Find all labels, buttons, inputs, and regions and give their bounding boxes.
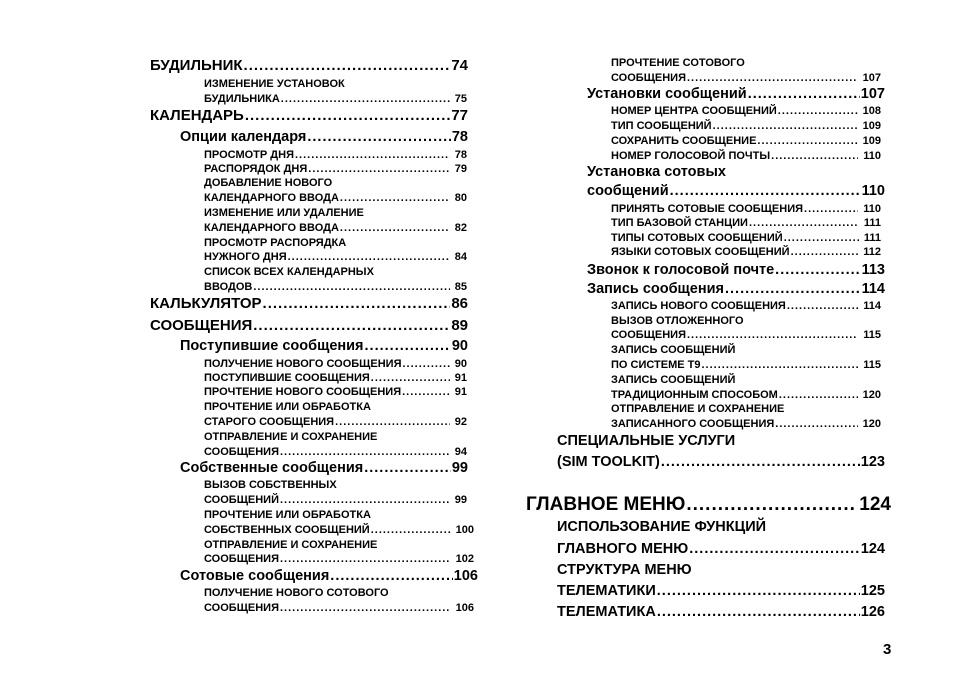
- toc-entry-title-line: ДОБАВЛЕНИЕ НОВОГО: [204, 177, 333, 189]
- toc-entry-page: 107: [862, 72, 881, 84]
- toc-entry-page: 85: [454, 281, 467, 293]
- dot-leader: [371, 524, 451, 536]
- toc-entry-right-1[interactable]: [587, 86, 885, 102]
- toc-entry-page: 78: [451, 129, 468, 145]
- toc-entry-left-14[interactable]: [204, 372, 467, 384]
- toc-entry-title: ГЛАВНОЕ МЕНЮ: [526, 494, 686, 515]
- toc-entry-page: 113: [861, 262, 885, 278]
- toc-entry-left-12[interactable]: [180, 338, 468, 354]
- toc-entry-page: 106: [455, 602, 474, 614]
- toc-entry-title-line: ОТПРАВЛЕНИЕ И СОХРАНЕНИЕ: [204, 431, 378, 443]
- toc-entry-left-9[interactable]: [204, 281, 467, 293]
- toc-entry-page: 78: [454, 149, 467, 161]
- toc-entry-title: сообщений: [587, 183, 669, 199]
- toc-entry-right-11[interactable]: [587, 262, 885, 278]
- toc-entry-page: 90: [451, 338, 468, 354]
- toc-entry-right-14[interactable]: [611, 329, 881, 341]
- toc-entry-title: ВВОДОВ: [204, 281, 253, 293]
- toc-entry-title-line: ПРОЧТЕНИЕ ИЛИ ОБРАБОТКА: [204, 401, 371, 413]
- dot-leader: [253, 317, 450, 334]
- toc-entry-right-19[interactable]: [526, 494, 891, 516]
- dot-leader: [687, 329, 858, 341]
- dot-leader: [330, 568, 453, 584]
- toc-entry-title: НУЖНОГО ДНЯ: [204, 251, 287, 263]
- dot-leader: [661, 454, 860, 470]
- toc-entry-title: Установки сообщений: [587, 86, 747, 102]
- toc-entry-title-line: ОТПРАВЛЕНИЕ И СОХРАНЕНИЕ: [204, 539, 378, 551]
- dot-leader: [371, 372, 450, 384]
- toc-entry-left-17[interactable]: [204, 446, 467, 458]
- dot-leader: [775, 262, 860, 278]
- dot-leader: [775, 418, 857, 430]
- toc-entry-page: 109: [862, 135, 881, 147]
- toc-entry-title: ПО СИСТЕМЕ Т9: [611, 359, 701, 371]
- toc-entry-page: 125: [860, 583, 885, 599]
- toc-entry-page: 99: [451, 460, 468, 476]
- toc-entry-right-6[interactable]: [587, 183, 885, 199]
- toc-entry-title-line: ЗАПИСЬ СООБЩЕНИЙ: [611, 374, 736, 386]
- dot-leader: [402, 386, 450, 398]
- toc-entry-page: 91: [454, 386, 467, 398]
- toc-entry-page: 110: [863, 203, 881, 215]
- toc-entry-title: ПРОЧТЕНИЕ НОВОГО СООБЩЕНИЯ: [204, 386, 402, 398]
- toc-entry-left-19[interactable]: [204, 494, 467, 506]
- dot-leader: [657, 583, 860, 599]
- toc-entry-title-line: ВЫЗОВ СОБСТВЕННЫХ: [204, 479, 337, 491]
- dot-leader: [725, 281, 861, 297]
- dot-leader: [364, 460, 451, 476]
- toc-entry-title: Поступившие сообщения: [180, 338, 364, 354]
- toc-entry-left-1[interactable]: [204, 93, 467, 105]
- toc-entry-left-3[interactable]: [180, 129, 468, 145]
- toc-entry-page: 75: [454, 93, 467, 105]
- toc-entry-title: ЯЗЫКИ СОТОВЫХ СООБЩЕНИЙ: [611, 246, 790, 258]
- toc-entry-page: 124: [859, 494, 891, 515]
- toc-entry-title-line: ЗАПИСЬ СООБЩЕНИЙ: [611, 344, 736, 356]
- toc-entry-page: 124: [860, 541, 885, 557]
- dot-leader: [245, 107, 450, 124]
- toc-entry-title: СООБЩЕНИЯ: [611, 72, 686, 84]
- toc-entry-right-3[interactable]: [611, 120, 881, 132]
- dot-leader: [307, 129, 450, 145]
- toc-entry-title-line: СТРУКТУРА МЕНЮ: [557, 562, 692, 578]
- toc-entry-title-line: СПЕЦИАЛЬНЫЕ УСЛУГИ: [557, 433, 736, 449]
- toc-entry-title-line: ВЫЗОВ ОТЛОЖЕННОГО: [611, 315, 744, 327]
- toc-entry-page: 106: [453, 568, 478, 584]
- toc-entry-page: 77: [451, 107, 468, 124]
- toc-entry-page: 120: [862, 418, 881, 430]
- toc-entry-left-15[interactable]: [204, 386, 467, 398]
- toc-entry-title: ПРОСМОТР ДНЯ: [204, 149, 294, 161]
- toc-entry-title: Звонок к голосовой почте: [587, 262, 775, 278]
- toc-entry-title-line: ИЗМЕНЕНИЕ УСТАНОВОК: [204, 78, 345, 90]
- toc-entry-title: ЗАПИСАННОГО СООБЩЕНИЯ: [611, 418, 775, 430]
- toc-entry-right-5[interactable]: [611, 150, 881, 162]
- toc-entry-title: ТЕЛЕМАТИКИ: [557, 583, 656, 599]
- toc-entry-title: Опции календаря: [180, 129, 307, 145]
- dot-leader: [689, 541, 860, 557]
- dot-leader: [757, 135, 857, 147]
- toc-entry-title: СОХРАНИТЬ СООБЩЕНИЕ: [611, 135, 757, 147]
- toc-entry-title: СООБЩЕНИЯ: [204, 553, 279, 565]
- dot-leader: [778, 105, 858, 117]
- dot-leader: [748, 86, 860, 102]
- toc-entry-title: БУДИЛЬНИК: [150, 57, 243, 74]
- toc-entry-right-2[interactable]: [611, 105, 881, 117]
- dot-leader: [702, 359, 859, 371]
- dot-leader: [657, 604, 860, 620]
- toc-entry-left-21[interactable]: [204, 553, 474, 565]
- toc-entry-page: 110: [863, 150, 881, 162]
- dot-leader: [686, 494, 854, 516]
- dot-leader: [687, 72, 858, 84]
- toc-entry-page: 91: [454, 372, 467, 384]
- toc-entry-title-line: ПРОЧТЕНИЕ ИЛИ ОБРАБОТКА: [204, 509, 371, 521]
- dot-leader: [253, 281, 449, 293]
- toc-entry-title: ЗАПИСЬ НОВОГО СООБЩЕНИЯ: [611, 300, 786, 312]
- toc-entry-page: 84: [454, 251, 467, 263]
- toc-entry-page: 94: [454, 446, 467, 458]
- toc-entry-left-4[interactable]: [204, 149, 467, 161]
- toc-entry-left-23[interactable]: [204, 602, 474, 614]
- toc-entry-title: Запись сообщения: [587, 281, 724, 297]
- toc-entry-title: КАЛЕНДАРНОГО ВВОДА: [204, 192, 339, 204]
- toc-entry-page: 99: [454, 494, 467, 506]
- dot-leader: [365, 338, 451, 354]
- toc-entry-left-11[interactable]: [150, 317, 468, 334]
- toc-entry-page: 114: [861, 281, 885, 297]
- dot-leader: [787, 300, 858, 312]
- toc-entry-title-line: Установка сотовых: [587, 164, 726, 180]
- toc-entry-page: 79: [454, 163, 467, 175]
- dot-leader: [244, 57, 451, 74]
- toc-entry-title: Собственные сообщения: [180, 460, 364, 476]
- dot-leader: [280, 602, 451, 614]
- dot-leader: [281, 93, 450, 105]
- dot-leader: [288, 251, 450, 263]
- toc-entry-right-17[interactable]: [611, 418, 881, 430]
- toc-entry-title: ТИПЫ СОТОВЫХ СООБЩЕНИЙ: [611, 232, 783, 244]
- dot-leader: [402, 358, 449, 370]
- toc-entry-page: 80: [454, 192, 467, 204]
- toc-entry-page: 82: [454, 222, 467, 234]
- toc-entry-left-10[interactable]: [150, 295, 468, 312]
- toc-entry-title: СООБЩЕНИЯ: [150, 317, 253, 334]
- toc-entry-title: ТИП СООБЩЕНИЙ: [611, 120, 712, 132]
- dot-leader: [280, 494, 450, 506]
- toc-entry-title: КАЛЕНДАРЬ: [150, 107, 244, 124]
- toc-entry-right-0[interactable]: [611, 72, 881, 84]
- toc-entry-title: СООБЩЕНИЯ: [204, 602, 279, 614]
- toc-entry-title-line: ПРОЧТЕНИЕ СОТОВОГО: [611, 57, 745, 69]
- toc-entry-left-22[interactable]: [180, 568, 478, 584]
- toc-entry-right-9[interactable]: [611, 232, 881, 244]
- toc-entry-left-0[interactable]: [150, 57, 468, 74]
- toc-entry-title: КАЛЬКУЛЯТОР: [150, 295, 262, 312]
- toc-entry-page: 115: [863, 359, 881, 371]
- toc-entry-page: 86: [451, 295, 468, 312]
- toc-entry-page: 74: [451, 57, 468, 74]
- toc-entry-page: 111: [863, 232, 881, 244]
- toc-entry-title: ТИП БАЗОВОЙ СТАНЦИИ: [611, 217, 748, 229]
- toc-entry-title: ПОЛУЧЕНИЕ НОВОГО СООБЩЕНИЯ: [204, 358, 402, 370]
- toc-entry-title: ПОСТУПИВШИЕ СООБЩЕНИЯ: [204, 372, 370, 384]
- toc-entry-page: 120: [862, 389, 881, 401]
- toc-entry-title: БУДИЛЬНИКА: [204, 93, 280, 105]
- toc-entry-page: 108: [862, 105, 881, 117]
- toc-entry-page: 126: [860, 604, 885, 620]
- toc-entry-left-20[interactable]: [204, 524, 474, 536]
- toc-entry-page: 89: [451, 317, 468, 334]
- dot-leader: [784, 232, 859, 244]
- toc-entry-title-line: СПИСОК ВСЕХ КАЛЕНДАРНЫХ: [204, 266, 374, 278]
- toc-entry-title: НОМЕР ЦЕНТРА СООБЩЕНИЙ: [611, 105, 777, 117]
- toc-entry-right-16[interactable]: [611, 389, 881, 401]
- toc-entry-right-15[interactable]: [611, 359, 881, 371]
- toc-entry-title: ПРИНЯТЬ СОТОВЫЕ СООБЩЕНИЯ: [611, 203, 804, 215]
- toc-entry-left-18[interactable]: [180, 460, 468, 476]
- toc-entry-right-8[interactable]: [611, 217, 881, 229]
- toc-entry-title: СООБЩЕНИЯ: [204, 446, 279, 458]
- dot-leader: [804, 203, 858, 215]
- toc-entry-right-13[interactable]: [611, 300, 881, 312]
- toc-entry-right-4[interactable]: [611, 135, 881, 147]
- dot-leader: [771, 150, 858, 162]
- toc-entry-left-5[interactable]: [204, 163, 467, 175]
- dot-leader: [791, 246, 859, 258]
- toc-entry-title-line: ОТПРАВЛЕНИЕ И СОХРАНЕНИЕ: [611, 403, 785, 415]
- toc-entry-page: 111: [863, 217, 881, 229]
- toc-entry-title: КАЛЕНДАРНОГО ВВОДА: [204, 222, 339, 234]
- toc-entry-page: 92: [454, 416, 467, 428]
- dot-leader: [335, 416, 450, 428]
- toc-entry-title: (SIM TOOLKIT): [557, 454, 660, 470]
- dot-leader: [779, 389, 858, 401]
- toc-entry-title: СООБЩЕНИЙ: [204, 494, 279, 506]
- toc-entry-left-6[interactable]: [204, 192, 467, 204]
- toc-entry-right-10[interactable]: [611, 246, 881, 258]
- toc-entry-left-16[interactable]: [204, 416, 467, 428]
- dot-leader: [280, 553, 451, 565]
- toc-entry-page: 123: [860, 454, 885, 470]
- page-number: 3: [883, 641, 892, 658]
- toc-entry-title-line: ИЗМЕНЕНИЕ ИЛИ УДАЛЕНИЕ: [204, 207, 364, 219]
- toc-entry-page: 90: [454, 358, 467, 370]
- toc-entry-page: 115: [863, 329, 881, 341]
- toc-entry-right-20[interactable]: [557, 541, 885, 557]
- toc-entry-page: 110: [861, 183, 885, 199]
- toc-entry-title: СТАРОГО СООБЩЕНИЯ: [204, 416, 335, 428]
- toc-entry-left-8[interactable]: [204, 251, 467, 263]
- toc-entry-right-7[interactable]: [611, 203, 881, 215]
- toc-entry-left-13[interactable]: [204, 358, 467, 370]
- toc-entry-page: 100: [455, 524, 474, 536]
- toc-entry-title: ГЛАВНОГО МЕНЮ: [557, 541, 689, 557]
- toc-entry-title-line: ПОЛУЧЕНИЕ НОВОГО СОТОВОГО: [204, 587, 389, 599]
- toc-entry-title: СОБСТВЕННЫХ СООБЩЕНИЙ: [204, 524, 370, 536]
- toc-entry-page: 107: [860, 86, 885, 102]
- toc-entry-left-7[interactable]: [204, 222, 467, 234]
- dot-leader: [340, 222, 450, 234]
- toc-entry-left-2[interactable]: [150, 107, 468, 124]
- toc-entry-page: 112: [863, 246, 881, 258]
- dot-leader: [670, 183, 861, 199]
- toc-entry-right-21[interactable]: [557, 583, 885, 599]
- toc-entry-title: Сотовые сообщения: [180, 568, 330, 584]
- toc-entry-title: ТЕЛЕМАТИКА: [557, 604, 656, 620]
- toc-entry-title: НОМЕР ГОЛОСОВОЙ ПОЧТЫ: [611, 150, 771, 162]
- toc-entry-title-line: ИСПОЛЬЗОВАНИЕ ФУНКЦИЙ: [557, 519, 767, 535]
- toc-entry-page: 114: [863, 300, 881, 312]
- toc-entry-title: ТРАДИЦИОННЫМ СПОСОБОМ: [611, 389, 778, 401]
- dot-leader: [749, 217, 859, 229]
- toc-entry-right-22[interactable]: [557, 604, 885, 620]
- toc-entry-title: РАСПОРЯДОК ДНЯ: [204, 163, 308, 175]
- dot-leader: [340, 192, 450, 204]
- dot-leader: [295, 149, 450, 161]
- dot-leader: [713, 120, 858, 132]
- toc-entry-title: СООБЩЕНИЯ: [611, 329, 686, 341]
- dot-leader: [280, 446, 450, 458]
- toc-entry-title-line: ПРОСМОТР РАСПОРЯДКА: [204, 237, 347, 249]
- toc-entry-page: 102: [455, 553, 474, 565]
- toc-entry-page: 109: [862, 120, 881, 132]
- dot-leader: [308, 163, 449, 175]
- dot-leader: [263, 295, 451, 312]
- toc-entry-right-12[interactable]: [587, 281, 885, 297]
- toc-entry-right-18[interactable]: [557, 454, 885, 470]
